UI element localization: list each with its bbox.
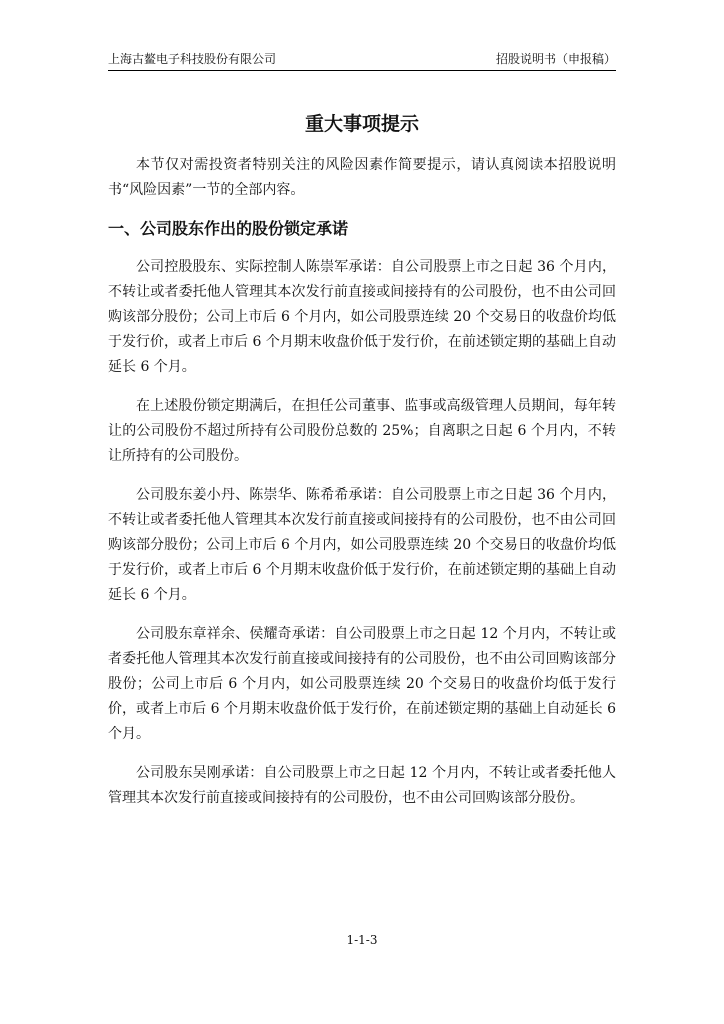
header-document-type: 招股说明书（申报稿） <box>495 52 616 66</box>
commitment-paragraph-1: 公司控股股东、实际控制人陈崇军承诺：自公司股票上市之日起 36 个月内，不转让或者委托他人管理其本次发行前直接或间接持有的公司股份，也不由公司回购该部分股份；公司上市后 6 个月内，如公司股票连续 20 个交易日的收盘价均低于发行价，或者上市后 6 个月期末收盘价低于发行价，在前述锁定期的基础上自动延长 6 个月。 <box>108 259 616 375</box>
header-company-name: 上海古鳌电子科技股份有限公司 <box>108 52 277 66</box>
page-title: 重大事项提示 <box>304 113 419 135</box>
commitment-paragraph-5: 公司股东吴刚承诺：自公司股票上市之日起 12 个月内，不转让或者委托他人管理其本次发行前直接或间接持有的公司股份，也不由公司回购该部分股份。 <box>108 765 616 806</box>
page-header <box>108 50 616 71</box>
main-content <box>108 153 616 811</box>
commitment-paragraph-4: 公司股东章祥余、侯耀奇承诺：自公司股票上市之日起 12 个月内，不转让或者委托他人管理其本次发行前直接或间接持有的公司股份，也不由公司回购该部分股份；公司上市后 6 个月内，如公司股票连续 20 个交易日的收盘价均低于发行价，或者上市后 6 个月期末收盘价低于发行价，在前述锁定期的基础上自动延长 6 个月。 <box>108 626 616 742</box>
section-heading: 一、公司股东作出的股份锁定承诺 <box>108 219 349 238</box>
commitment-paragraph-3: 公司股东姜小丹、陈崇华、陈希希承诺：自公司股票上市之日起 36 个月内，不转让或者委托他人管理其本次发行前直接或间接持有的公司股份，也不由公司回购该部分股份；公司上市后 6 个月内，如公司股票连续 20 个交易日的收盘价均低于发行价，或者上市后 6 个月期末收盘价低于发行价，在前述锁定期的基础上自动延长 6 个月。 <box>108 487 616 603</box>
intro-paragraph: 本节仅对需投资者特别关注的风险因素作简要提示，请认真阅读本招股说明书“风险因素”一节的全部内容。 <box>108 157 616 198</box>
page-number: 1-1-3 <box>346 933 378 947</box>
commitment-paragraph-2: 在上述股份锁定期满后，在担任公司董事、监事或高级管理人员期间，每年转让的公司股份不超过所持有公司股份总数的 25%；自离职之日起 6 个月内，不转让所持有的公司股份。 <box>108 398 616 464</box>
